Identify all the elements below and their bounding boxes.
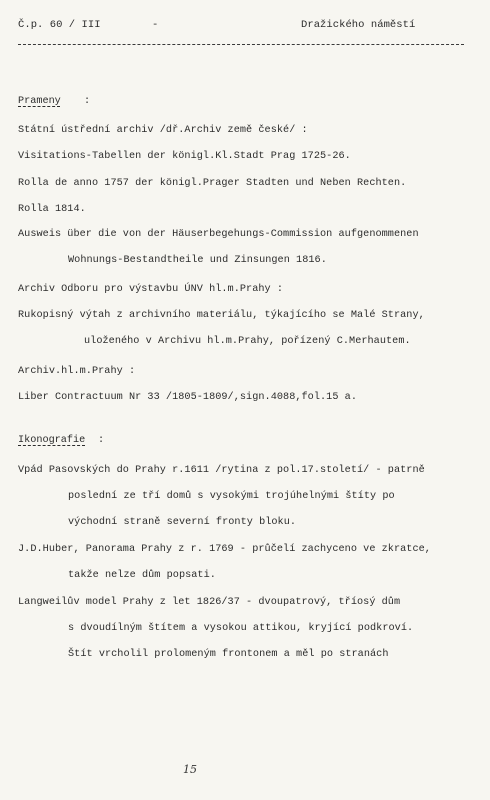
iconography-line: poslední ze tří domů s vysokými trojúhelnými štíty po bbox=[68, 491, 395, 502]
source-line: uloženého v Archivu hl.m.Prahy, pořízený C.Merhautem. bbox=[84, 336, 411, 347]
source-line: Rolla de anno 1757 der königl.Prager Stadten und Neben Rechten. bbox=[18, 178, 407, 189]
iconography-line: s dvoudílným štítem a vysokou attikou, kryjící podkroví. bbox=[68, 623, 414, 634]
source-line: Rolla 1814. bbox=[18, 204, 86, 215]
iconography-line: Langweilův model Prahy z let 1826/37 - dvoupatrový, tříosý dům bbox=[18, 597, 401, 608]
source-line: Ausweis über die von der Häuserbegehungs-Commission aufgenommenen bbox=[18, 229, 419, 240]
iconography-line: Štít vrcholil prolomeným frontonem a měl po stranách bbox=[68, 649, 389, 660]
header-dash: - bbox=[152, 19, 159, 31]
ikonografie-colon: : bbox=[98, 435, 105, 446]
iconography-line: J.D.Huber, Panorama Prahy z r. 1769 - průčelí zachyceno ve zkratce, bbox=[18, 544, 431, 555]
iconography-line: takže nelze dům popsati. bbox=[68, 570, 216, 581]
iconography-line: východní straně severní fronty bloku. bbox=[68, 517, 297, 528]
source-line: Liber Contractuum Nr 33 /1805-1809/,sign.4088,fol.15 a. bbox=[18, 392, 357, 403]
source-line: Visitations-Tabellen der königl.Kl.Stadt Prag 1725-26. bbox=[18, 151, 351, 162]
source-line: Státní ústřední archiv /dř.Archiv země české/ : bbox=[18, 125, 308, 136]
source-line: Archiv.hl.m.Prahy : bbox=[18, 366, 136, 377]
street-name: Dražického náměstí bbox=[301, 19, 416, 31]
ikonografie-heading: Ikonografie bbox=[18, 435, 86, 446]
prameny-colon: : bbox=[84, 96, 91, 107]
prameny-heading: Prameny bbox=[18, 96, 61, 107]
iconography-line: Vpád Pasovských do Prahy r.1611 /rytina z pol.17.století/ - patrně bbox=[18, 465, 425, 476]
house-number: Č.p. 60 / III bbox=[18, 19, 101, 31]
header-rule bbox=[18, 44, 464, 45]
page-number: 15 bbox=[183, 763, 197, 776]
source-line: Rukopisný výtah z archivního materiálu, týkajícího se Malé Strany, bbox=[18, 310, 425, 321]
source-line: Wohnungs-Bestandtheile und Zinsungen 1816. bbox=[68, 255, 327, 266]
source-line: Archiv Odboru pro výstavbu ÚNV hl.m.Prahy : bbox=[18, 284, 284, 295]
